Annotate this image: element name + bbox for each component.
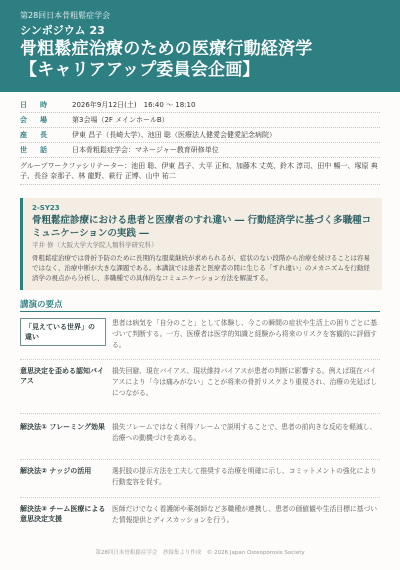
symposium-number: シンポジウム 23 <box>20 24 105 37</box>
header-banner <box>0 0 400 92</box>
point-key: 意思決定を歪める認知バイアス <box>20 367 104 385</box>
point-key: 解決法② ナッジの活用 <box>20 467 92 475</box>
point-item <box>20 504 380 540</box>
point-value: 選択肢の提示方法を工夫して推奨する治療を明確に示し、コミットメントの強化により行動変容を促す。 <box>112 467 377 486</box>
page-subtitle: 【キャリアアップ委員会企画】 <box>20 60 260 80</box>
info-label: 座 長 <box>20 131 50 139</box>
point-key: 解決法① フレーミング効果 <box>20 423 105 431</box>
lecture-abstract: 骨粗鬆症治療では骨折予防のために長期的な服薬継続が求められるが、症状のない段階から治療を続けることは容易ではなく、治療中断が大きな課題である。本講演では患者と医療者の間に生じる「すれ違い」のメカニズムを行動経済学の視点から分析し、多職種での具体的なコミュニケーション方法を解説する。 <box>32 254 370 282</box>
info-row-date <box>20 98 380 113</box>
point-value: 患者は病気を「自分のこと」として体験し、今この瞬間の症状や生活上の困りごとに基づいて判断する。一方、医療者は医学的知識と経験から将来のリスクを客観的に評価する。 <box>112 319 378 349</box>
lecture-card <box>20 198 382 290</box>
info-value: 第3会場（2F メインホールB） <box>72 116 169 124</box>
point-item <box>20 318 380 360</box>
info-label: 日 時 <box>20 101 50 109</box>
point-item <box>20 366 380 414</box>
point-key: 解決法③ チーム医療による意思決定支援 <box>20 505 106 523</box>
page-title: 骨粗鬆症治療のための医療行動経済学 <box>20 39 313 59</box>
info-row-organizer <box>20 143 380 158</box>
lecture-code: 2-SY23 <box>32 204 60 212</box>
point-value: 損失フレームではなく利得フレームで説明することで、患者の前向きな反応を軽減し、治療への動機づけを高める。 <box>112 423 377 442</box>
point-value: 医師だけでなく看護師や薬剤師など多職種が連携し、患者の価値観や生活目標に基づいた情報提供とディスカッションを行う。 <box>112 505 378 524</box>
info-row-chair <box>20 128 380 143</box>
points-heading: 講演の要点 <box>20 300 63 310</box>
point-value: 損失回避、現在バイアス、現状維持バイアスが患者の判断に影響する。例えば現在バイアスにより「今は痛みがない」ことが将来の骨折リスクより重視され、治療の先延ばしにつながる。 <box>112 367 378 397</box>
info-value: 2026年9月12日(土) 16:40 ～ 18:10 <box>72 101 196 109</box>
info-label: 世 話 <box>20 146 50 154</box>
facilitators: グループワークファシリテーター：池田 聡、伊東 昌子、大平 正和、加藤木 丈英、鈴木 淳司、田中 暢一、塚原 典子、長谷 奈那子、林 龍野、萩行 正博、山中 祐二 <box>20 158 380 185</box>
point-key-label: 「見えている世界」の違い <box>20 318 106 346</box>
point-item <box>20 466 380 498</box>
point-key <box>20 318 112 359</box>
footer: 第28回日本骨粗鬆症学会 抄録集より作成 © 2026 Japan Osteoporosis Society <box>95 550 305 556</box>
info-value: 日本骨粗鬆症学会：マネージャー教育研修単位 <box>72 146 219 154</box>
conference-name: 第28回日本骨粗鬆症学会 <box>20 11 111 20</box>
divider <box>20 311 380 312</box>
info-label: 会 場 <box>20 116 50 124</box>
session-info <box>20 98 380 185</box>
point-item <box>20 422 380 460</box>
lecture-speaker: 平井 修（大阪大学大学院人類科学研究科） <box>32 241 158 249</box>
lecture-title: 骨粗鬆症診療における患者と医療者のすれ違い ― 行動経済学に基づく多職種コミュニケーションの実践 ― <box>32 215 372 239</box>
info-value: 伊東 昌子（長崎大学）、池田 聡（医療法人健愛会健愛記念病院） <box>72 131 276 139</box>
info-row-venue <box>20 113 380 128</box>
